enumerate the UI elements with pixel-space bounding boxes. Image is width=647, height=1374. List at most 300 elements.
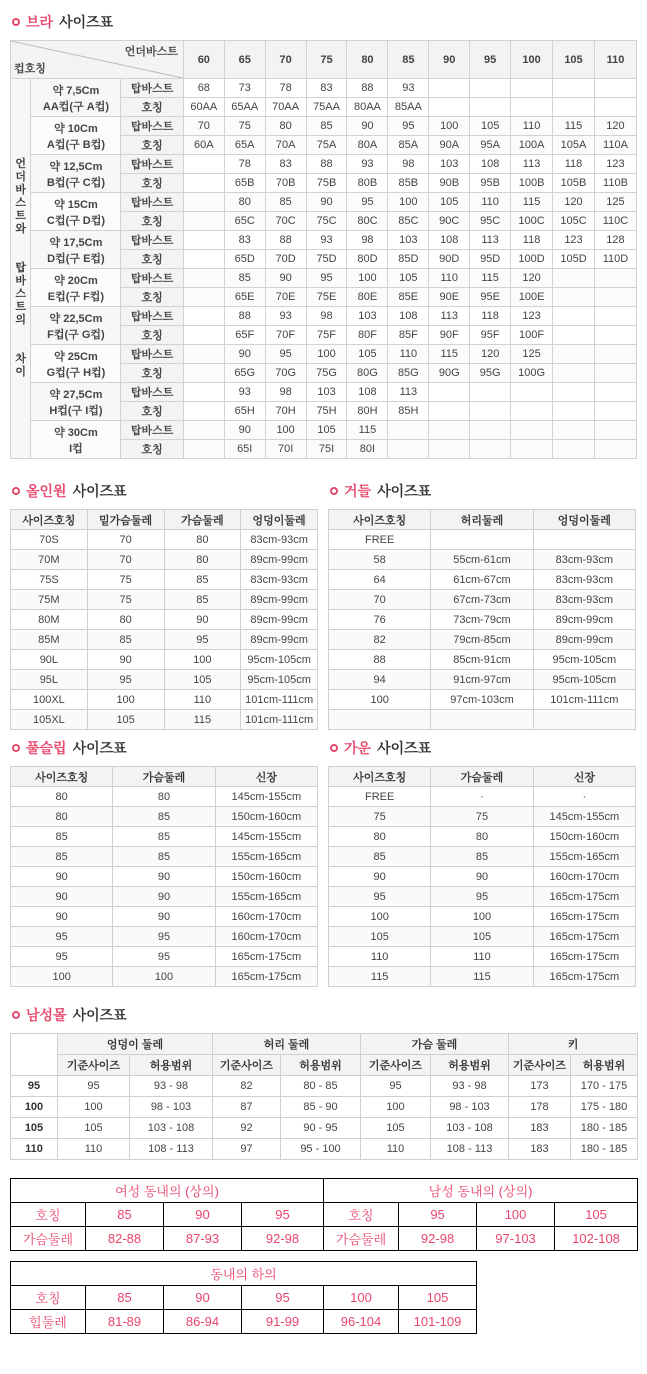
gown-row [329, 907, 636, 927]
mens-group-height: 키 [509, 1034, 638, 1055]
bra-top-5-9 [553, 269, 595, 288]
bra-top-9-4: 115 [347, 421, 388, 440]
bra-top-8-8 [511, 383, 553, 402]
bra-call-3-0 [183, 212, 224, 231]
bottom-size-3: 100 [324, 1286, 399, 1310]
bra-top-5-3: 95 [306, 269, 347, 288]
gown-cell-8-0: 110 [329, 947, 431, 967]
bra-top-6-8: 123 [511, 307, 553, 326]
bra-call-8-3: 75H [306, 402, 347, 421]
bra-call-4-8: 100D [511, 250, 553, 269]
girdle-cell-5-2: 89cm-99cm [533, 630, 635, 650]
mens-cell-2-3: 92 [213, 1118, 281, 1139]
mens-cell-3-5: 110 [361, 1139, 431, 1160]
section-title-bra-dark: 사이즈표 [59, 14, 114, 30]
bra-call-8-7 [470, 402, 511, 421]
male-top-size-2: 105 [555, 1203, 638, 1227]
bottom-hip-4: 101-109 [399, 1310, 477, 1334]
allinone-size-table [10, 509, 318, 730]
mens-sub-height-std: 기준사이즈 [509, 1055, 571, 1076]
bra-size-table [10, 40, 637, 459]
female-top-size-2: 95 [242, 1203, 324, 1227]
girdle-cell-9-1 [431, 710, 533, 730]
mens-cell-1-5: 100 [361, 1097, 431, 1118]
bra-top-8-5: 113 [388, 383, 429, 402]
bra-call-9-9 [553, 440, 595, 459]
bra-row-top [11, 193, 637, 212]
bra-top-3-5: 100 [388, 193, 429, 212]
bra-sub-call: 호칭 [121, 98, 183, 117]
bra-row-top [11, 307, 637, 326]
male-top-chest-0: 92-98 [399, 1227, 477, 1251]
bra-top-8-2: 98 [265, 383, 306, 402]
allinone-cell-7-1: 95 [87, 670, 164, 690]
gown-cell-1-2: 145cm-155cm [533, 807, 635, 827]
male-top-chest-1: 97-103 [477, 1227, 555, 1251]
bra-call-5-9 [553, 288, 595, 307]
bra-top-2-8: 113 [511, 155, 553, 174]
allinone-cell-1-1: 70 [87, 550, 164, 570]
allinone-cell-4-0: 80M [11, 610, 88, 630]
bra-top-4-0 [183, 231, 224, 250]
bra-diag-right-label: 언더바스트 [124, 46, 178, 58]
allinone-row [11, 710, 318, 730]
bra-top-7-6: 115 [429, 345, 470, 364]
bra-call-4-6: 90D [429, 250, 470, 269]
allinone-row [11, 690, 318, 710]
bra-diag-left-label: 컵호칭 [14, 63, 46, 75]
section-title-girdle [330, 481, 636, 501]
bra-col-70: 70 [265, 41, 306, 79]
fullslip-cell-6-2: 160cm-170cm [215, 907, 317, 927]
gown-cell-6-1: 100 [431, 907, 533, 927]
col-fullslip [10, 734, 318, 987]
mens-cell-1-7: 178 [509, 1097, 571, 1118]
girdle-cell-4-2: 89cm-99cm [533, 610, 635, 630]
allinone-cell-4-3: 89cm-99cm [241, 610, 318, 630]
girdle-cell-9-0 [329, 710, 431, 730]
bra-call-6-8: 100F [511, 326, 553, 345]
bra-sub-top: 탑바스트 [121, 421, 183, 440]
bra-call-9-8 [511, 440, 553, 459]
bra-top-2-1: 78 [224, 155, 265, 174]
bra-col-65: 65 [224, 41, 265, 79]
bra-call-8-1: 65H [224, 402, 265, 421]
bra-sub-call: 호칭 [121, 212, 183, 231]
bra-top-4-5: 103 [388, 231, 429, 250]
bra-top-6-4: 103 [347, 307, 388, 326]
bra-top-0-10 [594, 79, 636, 98]
bra-header-row [11, 41, 637, 79]
allinone-cell-7-3: 95cm-105cm [241, 670, 318, 690]
bra-top-7-0 [183, 345, 224, 364]
bra-call-3-2: 70C [265, 212, 306, 231]
gown-cell-8-1: 110 [431, 947, 533, 967]
allinone-cell-9-2: 115 [164, 710, 241, 730]
mens-cell-2-1: 105 [58, 1118, 130, 1139]
mens-cell-0-2: 93 - 98 [130, 1076, 213, 1097]
bra-top-5-1: 85 [224, 269, 265, 288]
girdle-cell-3-1: 67cm-73cm [431, 590, 533, 610]
allinone-cell-2-2: 85 [164, 570, 241, 590]
bra-top-4-9: 123 [553, 231, 595, 250]
bra-top-5-8: 120 [511, 269, 553, 288]
underwear-bottom-table [10, 1261, 638, 1334]
bra-top-6-1: 88 [224, 307, 265, 326]
girdle-cell-0-1 [431, 530, 533, 550]
gown-cell-6-0: 100 [329, 907, 431, 927]
bra-call-8-8 [511, 402, 553, 421]
allinone-cell-0-3: 83cm-93cm [241, 530, 318, 550]
bra-call-4-7: 95D [470, 250, 511, 269]
bra-call-2-10: 110B [594, 174, 636, 193]
bra-top-0-5: 93 [388, 79, 429, 98]
mens-cell-0-6: 93 - 98 [431, 1076, 509, 1097]
bra-sub-call: 호칭 [121, 136, 183, 155]
bottom-hochin-label: 호칭 [11, 1286, 86, 1310]
section-title-allinone-dark: 사이즈표 [72, 483, 127, 499]
mens-sub-hip-range: 허용범위 [130, 1055, 213, 1076]
girdle-cell-6-2: 95cm-105cm [533, 650, 635, 670]
bra-call-8-4: 80H [347, 402, 388, 421]
bra-call-0-9 [553, 98, 595, 117]
bullet-icon [330, 744, 338, 752]
bra-call-1-10: 110A [594, 136, 636, 155]
bra-col-85: 85 [388, 41, 429, 79]
girdle-cell-9-2 [533, 710, 635, 730]
bra-top-9-3: 105 [306, 421, 347, 440]
allinone-cell-5-1: 85 [87, 630, 164, 650]
underwear-top-chest-row [11, 1227, 638, 1251]
allinone-cell-0-0: 70S [11, 530, 88, 550]
bra-top-9-2: 100 [265, 421, 306, 440]
col-girdle [328, 477, 636, 730]
girdle-cell-6-0: 88 [329, 650, 431, 670]
mens-cell-0-1: 95 [58, 1076, 130, 1097]
underwear-top-title-row [11, 1179, 638, 1203]
bra-top-7-2: 95 [265, 345, 306, 364]
bra-call-7-5: 85G [388, 364, 429, 383]
gown-cell-5-1: 95 [431, 887, 533, 907]
bra-sub-top: 탑바스트 [121, 383, 183, 402]
fullslip-cell-0-0: 80 [11, 787, 113, 807]
gown-cell-8-2: 165cm-175cm [533, 947, 635, 967]
bra-call-3-10: 110C [594, 212, 636, 231]
gown-cell-0-1: · [431, 787, 533, 807]
allinone-cell-2-3: 83cm-93cm [241, 570, 318, 590]
bra-call-2-6: 90B [429, 174, 470, 193]
bra-call-5-0 [183, 288, 224, 307]
fullslip-header-1: 가슴둘레 [113, 767, 215, 787]
girdle-header-2: 엉덩이둘레 [533, 510, 635, 530]
section-title-mens-dark: 사이즈표 [72, 1007, 127, 1023]
female-top-chest-label: 가슴둘레 [11, 1227, 86, 1251]
bra-top-3-4: 95 [347, 193, 388, 212]
bra-call-6-3: 75F [306, 326, 347, 345]
mens-cell-3-4: 95 - 100 [281, 1139, 361, 1160]
fullslip-cell-0-2: 145cm-155cm [215, 787, 317, 807]
fullslip-cell-3-0: 85 [11, 847, 113, 867]
bra-top-1-1: 75 [224, 117, 265, 136]
allinone-cell-3-2: 85 [164, 590, 241, 610]
fullslip-size-table [10, 766, 318, 987]
bra-top-9-7 [470, 421, 511, 440]
allinone-cell-7-2: 105 [164, 670, 241, 690]
bra-top-1-4: 90 [347, 117, 388, 136]
mens-cell-2-4: 90 - 95 [281, 1118, 361, 1139]
bra-call-2-7: 95B [470, 174, 511, 193]
bra-cup-label: 약 30Cm I컵 [31, 421, 121, 459]
bra-call-6-10 [594, 326, 636, 345]
fullslip-cell-6-0: 90 [11, 907, 113, 927]
bra-call-8-0 [183, 402, 224, 421]
bullet-icon [12, 744, 20, 752]
bra-call-0-5: 85AA [388, 98, 429, 117]
allinone-cell-0-2: 80 [164, 530, 241, 550]
mens-cell-2-5: 105 [361, 1118, 431, 1139]
bra-top-6-2: 93 [265, 307, 306, 326]
bra-call-7-8: 100G [511, 364, 553, 383]
bra-call-7-6: 90G [429, 364, 470, 383]
bra-call-2-9: 105B [553, 174, 595, 193]
fullslip-header-2: 신장 [215, 767, 317, 787]
section-title-bra [12, 12, 637, 32]
bottom-size-4: 105 [399, 1286, 477, 1310]
underwear-top-size-row [11, 1203, 638, 1227]
bra-top-2-3: 88 [306, 155, 347, 174]
allinone-row [11, 670, 318, 690]
girdle-cell-1-1: 55cm-61cm [431, 550, 533, 570]
bra-call-1-5: 85A [388, 136, 429, 155]
bottom-spacer-0 [477, 1262, 638, 1286]
section-title-allinone [12, 481, 318, 501]
bra-top-2-4: 93 [347, 155, 388, 174]
fullslip-row [11, 947, 318, 967]
bra-col-100: 100 [511, 41, 553, 79]
bra-top-7-1: 90 [224, 345, 265, 364]
allinone-cell-5-2: 95 [164, 630, 241, 650]
fullslip-header-row [11, 767, 318, 787]
bra-call-8-6 [429, 402, 470, 421]
bra-top-7-8: 125 [511, 345, 553, 364]
girdle-size-table [328, 509, 636, 730]
fullslip-row [11, 927, 318, 947]
allinone-header-2: 가슴둘레 [164, 510, 241, 530]
bra-call-9-5 [388, 440, 429, 459]
girdle-cell-1-2: 83cm-93cm [533, 550, 635, 570]
bra-call-6-5: 85F [388, 326, 429, 345]
girdle-cell-1-0: 58 [329, 550, 431, 570]
fullslip-cell-7-1: 95 [113, 927, 215, 947]
girdle-row [329, 710, 636, 730]
allinone-cell-1-2: 80 [164, 550, 241, 570]
allinone-cell-0-1: 70 [87, 530, 164, 550]
bra-call-5-1: 65E [224, 288, 265, 307]
bra-call-7-4: 80G [347, 364, 388, 383]
bra-call-2-2: 70B [265, 174, 306, 193]
bra-top-5-4: 100 [347, 269, 388, 288]
bra-top-6-5: 108 [388, 307, 429, 326]
bra-sub-top: 탑바스트 [121, 269, 183, 288]
underwear-bottom-size-row [11, 1286, 638, 1310]
fullslip-cell-0-1: 80 [113, 787, 215, 807]
underwear-bottom-title-row [11, 1262, 638, 1286]
gown-cell-6-2: 165cm-175cm [533, 907, 635, 927]
bra-col-75: 75 [306, 41, 347, 79]
bra-top-1-5: 95 [388, 117, 429, 136]
mens-cell-3-0: 110 [11, 1139, 58, 1160]
gown-cell-7-0: 105 [329, 927, 431, 947]
bra-call-5-5: 85E [388, 288, 429, 307]
gown-cell-5-2: 165cm-175cm [533, 887, 635, 907]
bra-call-6-1: 65F [224, 326, 265, 345]
bra-top-0-9 [553, 79, 595, 98]
section-title-girdle-dark: 사이즈표 [377, 483, 432, 499]
allinone-cell-5-3: 89cm-99cm [241, 630, 318, 650]
mens-cell-2-0: 105 [11, 1118, 58, 1139]
mens-cell-3-8: 180 - 185 [571, 1139, 638, 1160]
bra-top-2-0 [183, 155, 224, 174]
bra-cup-label: 약 27,5Cm H컵(구 I컵) [31, 383, 121, 421]
section-title-fullslip-red: 풀슬립 [26, 740, 67, 756]
bra-call-4-4: 80D [347, 250, 388, 269]
fullslip-cell-5-0: 90 [11, 887, 113, 907]
bra-top-2-9: 118 [553, 155, 595, 174]
bra-top-0-4: 88 [347, 79, 388, 98]
bra-call-1-7: 95A [470, 136, 511, 155]
bra-call-6-2: 70F [265, 326, 306, 345]
bottom-title: 동내의 하의 [11, 1262, 477, 1286]
underwear-bottom-wrap [10, 1261, 637, 1334]
girdle-row [329, 610, 636, 630]
gown-size-table [328, 766, 636, 987]
allinone-cell-8-1: 100 [87, 690, 164, 710]
bra-top-3-10: 125 [594, 193, 636, 212]
allinone-cell-6-2: 100 [164, 650, 241, 670]
bra-top-3-8: 115 [511, 193, 553, 212]
bra-call-6-9 [553, 326, 595, 345]
bullet-icon [12, 1011, 20, 1019]
bra-call-9-1: 65I [224, 440, 265, 459]
bra-top-3-1: 80 [224, 193, 265, 212]
bra-call-9-6 [429, 440, 470, 459]
bra-call-2-3: 75B [306, 174, 347, 193]
girdle-cell-2-2: 83cm-93cm [533, 570, 635, 590]
bra-call-1-3: 75A [306, 136, 347, 155]
gown-row [329, 787, 636, 807]
bra-call-1-8: 100A [511, 136, 553, 155]
bra-row-top [11, 421, 637, 440]
allinone-cell-6-1: 90 [87, 650, 164, 670]
bra-sub-top: 탑바스트 [121, 117, 183, 136]
gown-cell-5-0: 95 [329, 887, 431, 907]
bra-call-1-9: 105A [553, 136, 595, 155]
bra-call-3-7: 95C [470, 212, 511, 231]
fullslip-cell-5-2: 155cm-165cm [215, 887, 317, 907]
mens-group-header-row [11, 1034, 638, 1055]
bra-cup-label: 약 25Cm G컵(구 H컵) [31, 345, 121, 383]
bra-top-3-7: 110 [470, 193, 511, 212]
section-title-girdle-red: 거들 [344, 483, 372, 499]
girdle-row [329, 550, 636, 570]
gown-cell-0-2: · [533, 787, 635, 807]
girdle-cell-8-1: 97cm-103cm [431, 690, 533, 710]
bra-call-0-7 [470, 98, 511, 117]
bra-call-4-3: 75D [306, 250, 347, 269]
bra-call-3-1: 65C [224, 212, 265, 231]
row-fullslip-gown [10, 734, 637, 987]
bottom-size-1: 90 [164, 1286, 242, 1310]
bra-call-9-3: 75I [306, 440, 347, 459]
bra-top-8-6 [429, 383, 470, 402]
bra-sub-top: 탑바스트 [121, 307, 183, 326]
bra-top-0-2: 78 [265, 79, 306, 98]
fullslip-cell-9-2: 165cm-175cm [215, 967, 317, 987]
bra-call-8-2: 70H [265, 402, 306, 421]
mens-row [11, 1139, 638, 1160]
bra-top-9-6 [429, 421, 470, 440]
allinone-row [11, 570, 318, 590]
fullslip-cell-4-1: 90 [113, 867, 215, 887]
female-top-title: 여성 동내의 (상의) [11, 1179, 324, 1203]
bra-call-3-9: 105C [553, 212, 595, 231]
gown-cell-2-0: 80 [329, 827, 431, 847]
section-title-fullslip-dark: 사이즈표 [72, 740, 127, 756]
bra-top-2-6: 103 [429, 155, 470, 174]
fullslip-row [11, 907, 318, 927]
bra-top-9-9 [553, 421, 595, 440]
girdle-cell-3-0: 70 [329, 590, 431, 610]
allinone-cell-9-3: 101cm-111cm [241, 710, 318, 730]
allinone-header-1: 밑가슴둘레 [87, 510, 164, 530]
bra-top-1-6: 100 [429, 117, 470, 136]
gown-cell-2-1: 80 [431, 827, 533, 847]
mens-row [11, 1076, 638, 1097]
bra-top-1-9: 115 [553, 117, 595, 136]
bra-call-5-4: 80E [347, 288, 388, 307]
bra-top-5-10 [594, 269, 636, 288]
bottom-size-0: 85 [86, 1286, 164, 1310]
bra-call-7-1: 65G [224, 364, 265, 383]
allinone-row [11, 590, 318, 610]
bra-row-top [11, 383, 637, 402]
male-top-size-1: 100 [477, 1203, 555, 1227]
girdle-row [329, 670, 636, 690]
bra-sub-call: 호칭 [121, 364, 183, 383]
mens-cell-0-0: 95 [11, 1076, 58, 1097]
bra-top-9-5 [388, 421, 429, 440]
bra-top-4-2: 88 [265, 231, 306, 250]
gown-row [329, 827, 636, 847]
girdle-cell-7-0: 94 [329, 670, 431, 690]
bottom-hip-label: 힙둘레 [11, 1310, 86, 1334]
bra-top-7-9 [553, 345, 595, 364]
bra-top-8-9 [553, 383, 595, 402]
section-title-gown-red: 가운 [344, 740, 372, 756]
gown-cell-3-0: 85 [329, 847, 431, 867]
bra-call-2-8: 100B [511, 174, 553, 193]
bra-top-4-8: 118 [511, 231, 553, 250]
bra-call-0-10 [594, 98, 636, 117]
bra-diagonal-header [11, 41, 184, 79]
fullslip-row [11, 807, 318, 827]
bra-sub-call: 호칭 [121, 402, 183, 421]
bra-top-5-6: 110 [429, 269, 470, 288]
girdle-cell-8-2: 101cm-111cm [533, 690, 635, 710]
bottom-spacer-2 [477, 1310, 638, 1334]
bra-call-4-5: 85D [388, 250, 429, 269]
bra-col-95: 95 [470, 41, 511, 79]
